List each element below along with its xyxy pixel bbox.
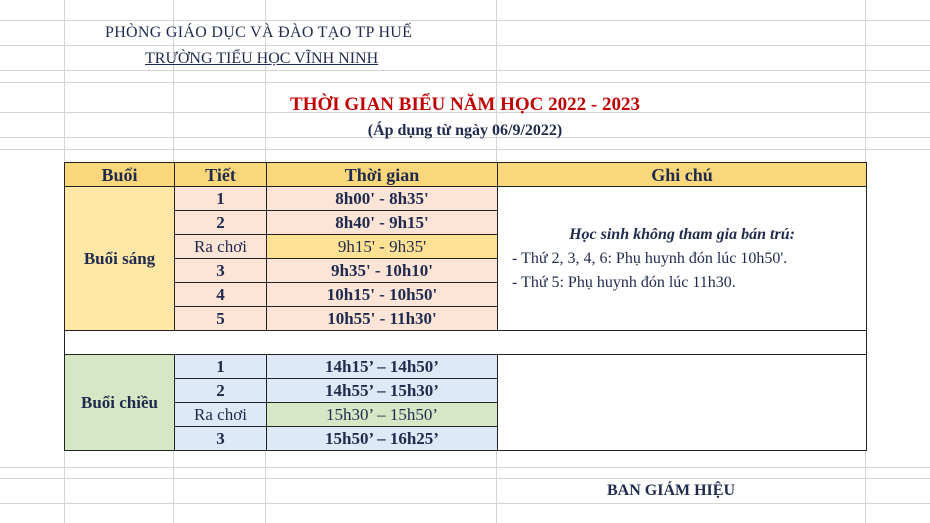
break-time-cell: 9h15' - 9h35' <box>267 235 498 259</box>
morning-note <box>498 187 867 331</box>
table-row <box>65 355 867 379</box>
period-cell: 3 <box>175 427 267 451</box>
note-line: - Thứ 2, 3, 4, 6: Phụ huynh đón lúc 10h50'. <box>512 249 788 267</box>
note-line: - Thứ 5: Phụ huynh đón lúc 11h30. <box>512 273 736 291</box>
period-cell: 3 <box>175 259 267 283</box>
break-time-cell: 15h30’ – 15h50’ <box>267 403 498 427</box>
note-title: Học sinh không tham gia bán trú: <box>569 225 795 243</box>
afternoon-session-label: Buổi chiều <box>65 355 175 451</box>
time-cell: 15h50’ – 16h25’ <box>267 427 498 451</box>
morning-session-label: Buổi sáng <box>65 187 175 331</box>
spacer-row <box>65 331 867 355</box>
table-header-row <box>65 163 867 187</box>
time-cell: 10h15' - 10h50' <box>267 283 498 307</box>
period-cell: 2 <box>175 211 267 235</box>
col-header-session: Buổi <box>65 163 175 187</box>
col-header-note: Ghi chú <box>498 163 867 187</box>
afternoon-note <box>498 355 867 451</box>
time-cell: 14h15’ – 14h50’ <box>267 355 498 379</box>
period-cell: 1 <box>175 355 267 379</box>
time-cell: 8h40' - 9h15' <box>267 211 498 235</box>
signature-label: BAN GIÁM HIỆU <box>607 482 736 499</box>
timetable <box>64 162 867 451</box>
period-cell: 1 <box>175 187 267 211</box>
time-cell: 14h55’ – 15h30’ <box>267 379 498 403</box>
school-name: TRƯỜNG TIỂU HỌC VĨNH NINH <box>145 50 379 67</box>
period-cell: 5 <box>175 307 267 331</box>
time-cell: 10h55' - 11h30' <box>267 307 498 331</box>
break-period-cell: Ra chơi <box>175 403 267 427</box>
schedule-title: THỜI GIAN BIỂU NĂM HỌC 2022 - 2023 <box>290 94 640 115</box>
col-header-period: Tiết <box>175 163 267 187</box>
table-row <box>65 187 867 211</box>
time-cell: 9h35' - 10h10' <box>267 259 498 283</box>
effective-date: (Áp dụng từ ngày 06/9/2022) <box>367 122 563 139</box>
spacer-cell <box>65 331 867 355</box>
col-header-time: Thời gian <box>267 163 498 187</box>
time-cell: 8h00' - 8h35' <box>267 187 498 211</box>
period-cell: 4 <box>175 283 267 307</box>
department-name: PHÒNG GIÁO DỤC VÀ ĐÀO TẠO TP HUẾ <box>105 24 413 41</box>
break-period-cell: Ra chơi <box>175 235 267 259</box>
period-cell: 2 <box>175 379 267 403</box>
